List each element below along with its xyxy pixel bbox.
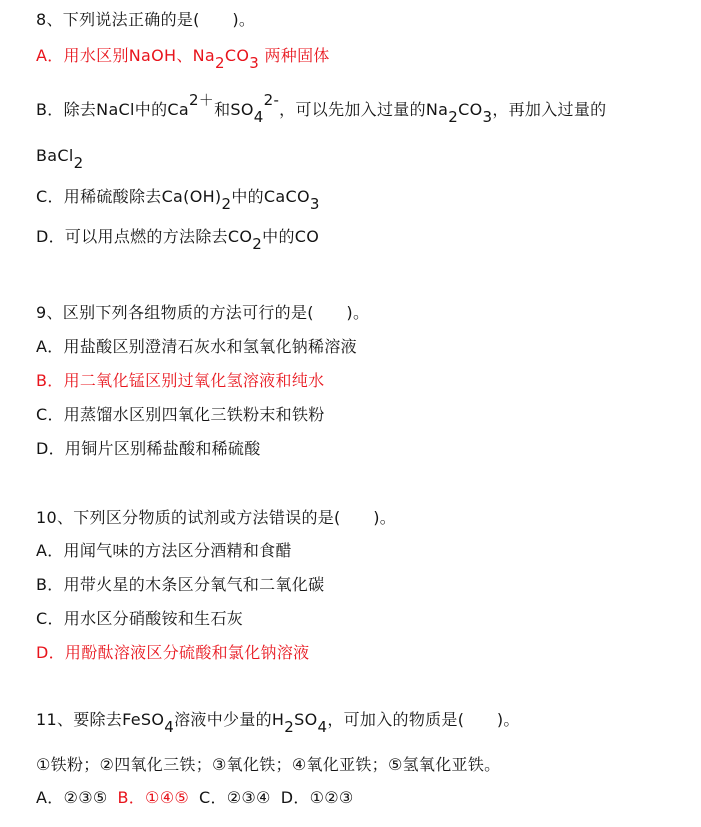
question-8-option-c [36,187,320,213]
text-segment: ，可以先加入过量的Na [279,100,449,119]
question-8-option-a [36,46,330,72]
subscript: 4 [164,718,175,736]
question-9-stem: 9、区别下列各组物质的方法可行的是( )。 [36,303,370,322]
superscript: 2- [263,91,280,109]
subscript: 2 [252,235,263,253]
question-9-option-d: D．用铜片区别稀盐酸和稀硫酸 [36,439,261,458]
question-9-option-c: C．用蒸馏水区别四氧化三铁粉末和铁粉 [36,405,325,424]
question-11-items: ①铁粉；②四氧化三铁；③氧化铁；④氧化亚铁；⑤氢氧化亚铁。 [36,755,501,774]
question-8-stem: 8、下列说法正确的是( )。 [36,10,256,29]
subscript: 3 [482,108,493,126]
subscript: 2 [448,108,459,126]
subscript: 4 [317,718,328,736]
text-segment: D．可以用点燃的方法除去CO [36,227,253,246]
text-segment: C．用稀硫酸除去Ca(OH) [36,187,222,206]
text-segment: 中的CO [262,227,320,246]
subscript: 4 [253,108,264,126]
text-segment: BaCl [36,146,74,165]
text-segment: CO [458,100,483,119]
question-10-option-a: A．用闻气味的方法区分酒精和食醋 [36,541,292,560]
text-segment: ，再加入过量的 [492,100,607,119]
text-segment: 中的CaCO [231,187,310,206]
question-11-option-c: C．②③④ [199,788,271,807]
text-segment: A．用水区别NaOH、Na [36,46,216,65]
question-11-option-d: D．①②③ [280,788,354,807]
superscript: 2＋ [188,91,215,109]
subscript: 2 [215,54,225,72]
subscript: 2 [284,718,295,736]
question-8-option-d [36,227,320,253]
question-10-option-b: B．用带火星的木条区分氧气和二氧化碳 [36,575,325,594]
question-8-option-b-continuation [36,146,84,172]
question-8-option-b [36,91,607,126]
question-10-option-d: D．用酚酞溶液区分硫酸和氯化钠溶液 [36,643,310,662]
text-segment: CO [224,46,250,65]
question-10-stem: 10、下列区分物质的试剂或方法错误的是( )。 [36,508,397,527]
question-10-option-c: C．用水区分硝酸铵和生石灰 [36,609,244,628]
subscript: 3 [309,195,320,213]
text-segment: 溶液中少量的H [174,710,285,729]
text-segment: ，可加入的物质是( )。 [327,710,520,729]
text-segment: 11、要除去FeSO [36,710,165,729]
text-segment: 和SO [214,100,254,119]
question-11-options [36,788,354,808]
text-segment: B．除去NaCl中的Ca [36,100,189,119]
subscript: 2 [73,154,84,172]
question-11-option-a: A．②③⑤ [36,788,108,807]
subscript: 3 [249,54,260,72]
subscript: 2 [221,195,232,213]
text-segment: SO [294,710,318,729]
question-9-option-a: A．用盐酸区别澄清石灰水和氢氧化钠稀溶液 [36,337,357,356]
question-11-option-b: B．①④⑤ [117,788,189,807]
question-9-option-b: B．用二氧化锰区别过氧化氢溶液和纯水 [36,371,325,390]
text-segment: 两种固体 [259,46,330,65]
question-11-stem [36,710,520,736]
